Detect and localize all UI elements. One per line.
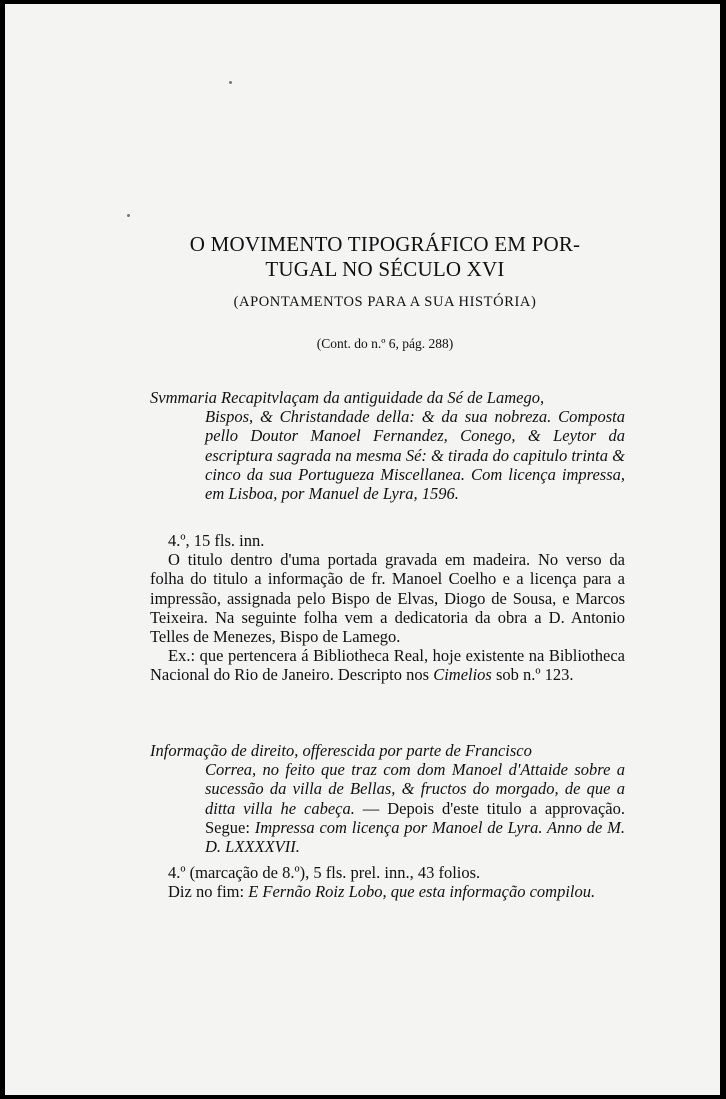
entry-2-details — [150, 863, 625, 901]
copy-note-text: Ex.: que pertencera á Bibliotheca Real, hoje existente na Bibliotheca Nacional do Rio de Janeiro. Descripto nos — [150, 646, 625, 685]
bibliographic-entry-1 — [150, 388, 625, 503]
title-line-2: TUGAL NO SÉCULO XVI — [265, 257, 505, 281]
entry-1-copy-note — [150, 646, 625, 684]
entry-2-rest-roman: — Depois d'este titulo a approvação. Segue: — [205, 798, 626, 837]
colophon-intro: Diz no fim: — [168, 882, 249, 902]
entry-2-colophon — [150, 882, 625, 901]
colophon-text: E Fernão Roiz Lobo, que esta informação compilou. — [248, 882, 596, 902]
entry-2-rest-italic: Correa, no feito que traz com dom Manoel d'Attaide sobre a sucessão da villa de Bellas, & fructos do morgado, de que a ditta villa he cabeça. — [205, 760, 625, 818]
entry-1-title-line: Svmmaria Recapitvlaçam da antiguidade da Sé de Lamego, — [150, 388, 545, 407]
copy-note-cimelios: Cimelios — [433, 665, 492, 685]
bibliographic-entry-2 — [150, 741, 625, 856]
title-line-1: O MOVIMENTO TIPOGRÁFICO EM POR- — [189, 232, 581, 256]
article-title — [145, 232, 625, 282]
article-subtitle: (APONTAMENTOS PARA A SUA HISTÓRIA) — [233, 294, 537, 310]
continuation-note: (Cont. do n.º 6, pág. 288) — [316, 336, 454, 351]
entry-2-title-rest — [150, 760, 625, 856]
page-speck — [127, 214, 130, 217]
entry-1-details — [150, 531, 625, 685]
copy-note-end: sob n.º 123. — [495, 665, 574, 685]
entry-1-description: O titulo dentro d'uma portada gravada em madeira. No verso da folha do titulo a informação de fr. Manoel Coelho e a licença para a impressão, assignada pelo Bispo de Elvas, Diogo de Sousa, e Marcos Teixeira. Na seguinte folha vem a dedicatoria da obra a D. Antonio Telles de Menezes, Bispo de Lamego. — [150, 550, 625, 647]
entry-1-title-rest: Bispos, & Christandade della: & da sua nobreza. Composta pello Doutor Manoel Fernandez, Conego, & Leytor da escriptura sagrada na mesma Sé: & tirada do capitulo trinta & cinco da sua Portugueza Miscellanea. Com licença impressa, em Lisboa, por Manuel de Lyra, 1596. — [205, 407, 625, 504]
page-speck — [229, 81, 232, 84]
entry-2-title-line: Informação de direito, offerescida por parte de Francisco — [150, 741, 532, 760]
document-page — [5, 4, 720, 1095]
entry-1-format: 4.º, 15 fls. inn. — [168, 531, 265, 550]
entry-2-rest-italic-2: Impressa com licença por Manoel de Lyra. Anno de M. D. LXXXXVII. — [205, 817, 625, 857]
entry-2-format: 4.º (marcação de 8.º), 5 fls. prel. inn., 43 folios. — [168, 863, 481, 882]
